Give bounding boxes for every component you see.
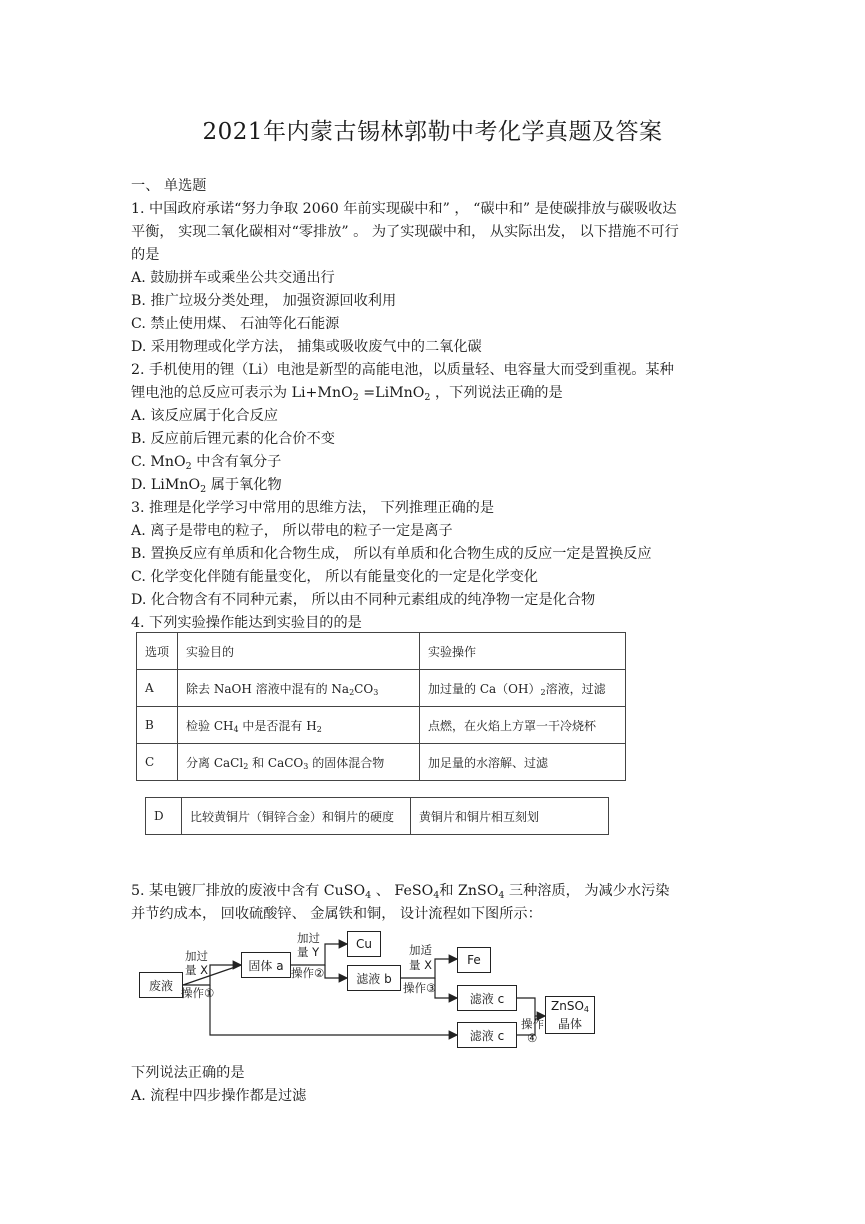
box-waste: 废液 — [139, 972, 183, 998]
label-step2-op: 操作② — [291, 966, 325, 980]
q3-option-c: C. 化学变化伴随有能量变化， 所以有能量变化的一定是化学变化 — [131, 569, 538, 585]
box-fe: Fe — [457, 947, 491, 973]
q1-option-c: C. 禁止使用煤、 石油等化石能源 — [131, 316, 340, 332]
q5-stem-line2: 并节约成本， 回收硫酸锌、 金属铁和铜， 设计流程如下图所示： — [131, 906, 542, 922]
q4-table — [136, 632, 626, 781]
box-filtrate-c-lower: 滤液 c — [457, 1022, 517, 1048]
table-header-row — [137, 633, 626, 670]
table-row — [146, 798, 609, 835]
label-step4-num: ④ — [527, 1031, 538, 1045]
table-row — [137, 670, 626, 707]
table-header: 实验操作 — [420, 633, 626, 670]
q3-option-a: A. 离子是带电的粒子， 所以带电的粒子一定是离子 — [131, 523, 453, 539]
label-step2-mid: 量 Y — [297, 945, 320, 959]
table-row — [137, 707, 626, 744]
table-cell-option: A — [137, 670, 178, 707]
arrow-to-znso4-top — [517, 998, 545, 1016]
table-header: 实验目的 — [178, 633, 420, 670]
page-title: 2021年内蒙古锡林郭勒中考化学真题及答案 — [202, 119, 663, 145]
q5-prompt: 下列说法正确的是 — [131, 1065, 245, 1081]
q1-option-d: D. 采用物理或化学方法， 捕集或吸收废气中的二氧化碳 — [131, 339, 482, 355]
label-step3-top: 加适 — [409, 943, 432, 957]
table-cell-operation: 点燃，在火焰上方罩一干冷烧杯 — [420, 707, 626, 744]
label-step3-mid: 量 X — [409, 958, 433, 972]
process-flow-diagram — [135, 928, 615, 1058]
box-solid-a: 固体 a — [241, 952, 291, 978]
q4-stem: 4. 下列实验操作能达到实验目的的是 — [131, 615, 362, 631]
q2-option-b: B. 反应前后锂元素的化合价不变 — [131, 431, 335, 447]
label-step2-top: 加过 — [297, 931, 320, 945]
q5-stem-line1: 5. 某电镀厂排放的废液中含有 CuSO$_4$ 、 FeSO$_4$和 ZnSO$_4$ 三种溶质， 为减少水污染 — [131, 883, 670, 901]
table-cell-operation: 加过量的 Ca（OH）2溶液，过滤 — [420, 670, 626, 707]
q2-stem-line1: 2. 手机使用的锂（Li）电池是新型的高能电池，以质量轻、电容量大而受到重视。某种 — [131, 362, 674, 378]
table-cell-goal: 检验 CH4 中是否混有 H2 — [178, 707, 420, 744]
table-cell-goal: 比较黄铜片（铜锌合金）和铜片的硬度 — [182, 798, 411, 835]
q1-stem-line1: 1. 中国政府承诺“努力争取 2060 年前实现碳中和” ， “碳中和” 是使碳排放与碳吸收达 — [131, 201, 677, 217]
q1-stem-line2: 平衡， 实现二氧化碳相对“零排放” 。 为了实现碳中和， 从实际出发， 以下措施不可行 — [131, 224, 679, 240]
table-header: 选项 — [137, 633, 178, 670]
table-cell-goal: 分离 CaCl2 和 CaCO3 的固体混合物 — [178, 744, 420, 781]
section-heading: 一、 单选题 — [131, 178, 207, 194]
q2-option-c: C. MnO$_2$ 中含有氧分子 — [131, 454, 282, 472]
label-step4-op: 操作 — [521, 1017, 544, 1031]
table-cell-option: D — [146, 798, 182, 835]
q2-stem-line2: 锂电池的总反应可表示为 Li+MnO$_2$ =LiMnO$_2$ ，下列说法正确的是 — [131, 385, 563, 403]
box-cu: Cu — [347, 931, 381, 957]
q2-option-a: A. 该反应属于化合反应 — [131, 408, 278, 424]
table-cell-option: B — [137, 707, 178, 744]
q1-option-a: A. 鼓励拼车或乘坐公共交通出行 — [131, 270, 335, 286]
label-step1-top: 加过 — [185, 949, 208, 963]
q4-table-row-d — [145, 797, 609, 835]
box-filtrate-c: 滤液 c — [457, 985, 517, 1011]
label-step1-op: 操作① — [181, 986, 215, 1000]
table-row — [137, 744, 626, 781]
table-cell-goal: 除去 NaOH 溶液中混有的 Na2CO3 — [178, 670, 420, 707]
arrow-to-filtrate-c — [435, 978, 457, 998]
table-cell-operation: 黄铜片和铜片相互刻划 — [411, 798, 609, 835]
label-step3-op: 操作③ — [403, 981, 437, 995]
arrow-to-filtrate-b — [325, 965, 347, 978]
q3-stem: 3. 推理是化学学习中常用的思维方法， 下列推理正确的是 — [131, 500, 495, 516]
q3-option-b: B. 置换反应有单质和化合物生成， 所以有单质和化合物生成的反应一定是置换反应 — [131, 546, 652, 562]
box-znso4-crystal: ZnSO4 晶体 — [545, 996, 595, 1034]
q3-option-d: D. 化合物含有不同种元素， 所以由不同种元素组成的纯净物一定是化合物 — [131, 592, 596, 608]
table-cell-operation: 加足量的水溶解、过滤 — [420, 744, 626, 781]
q2-option-d: D. LiMnO$_2$ 属于氧化物 — [131, 477, 282, 495]
q5-option-a: A. 流程中四步操作都是过滤 — [131, 1088, 307, 1104]
box-filtrate-b: 滤液 b — [347, 965, 401, 991]
q1-option-b: B. 推广垃圾分类处理， 加强资源回收利用 — [131, 293, 397, 309]
q1-stem-line3: 的是 — [131, 247, 160, 263]
label-step1-mid: 量 X — [185, 963, 209, 977]
table-cell-option: C — [137, 744, 178, 781]
